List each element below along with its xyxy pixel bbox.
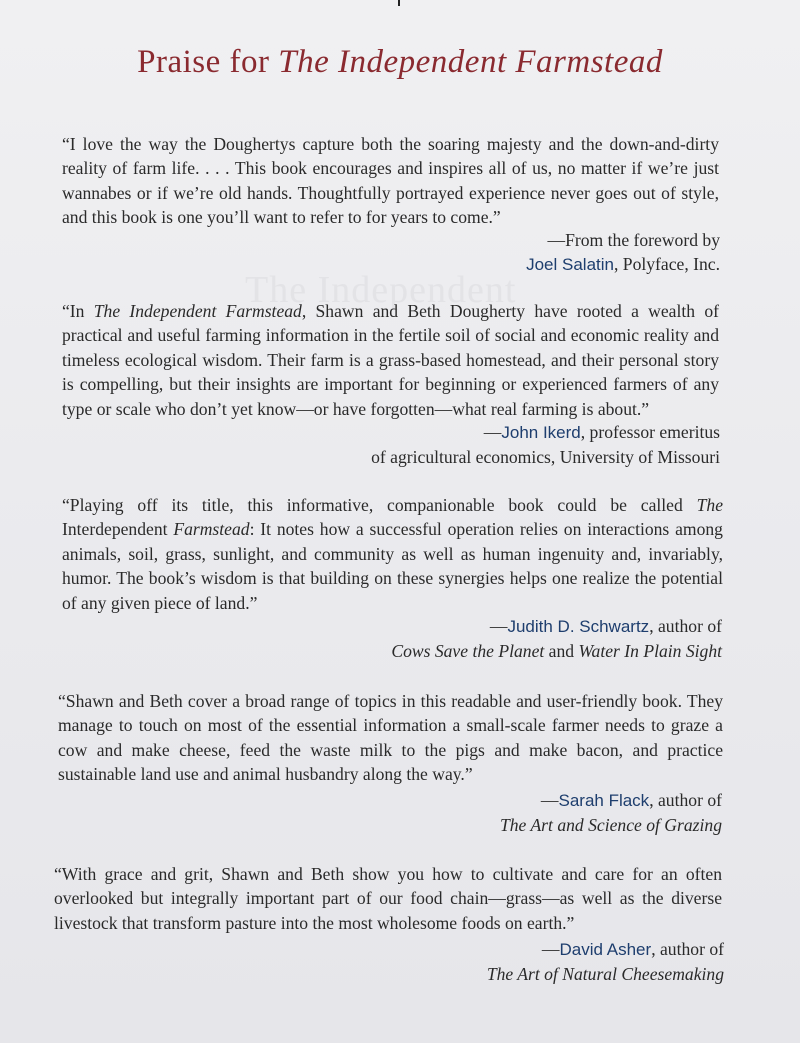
attribution-dash: — [541,939,560,959]
author-affiliation: of agricultural economics, University of Missouri [371,447,720,467]
page-title [0,44,800,81]
quote-book-title: The Independent Farmstead [93,301,302,321]
attribution-dash: — [540,790,559,810]
quote-text: “Shawn and Beth cover a broad range of topics in this readable and user-friendly book. They manage to touch on most of the essential information a small-scale farmer needs to graze a cow and make cheese, feed the waste milk to the pigs and make bacon, and practice sustainable land use and animal husbandry along the way.” [58,691,723,785]
praise-quote-4 [58,689,723,787]
praise-quote-3 [62,493,723,615]
praise-quote-5 [54,862,722,935]
quote-italic-farmstead: Farmstead [173,519,250,540]
quote-mid: Interdependent [62,519,174,540]
attribution-1 [526,228,720,277]
bleed-through-text: The Independent [245,269,517,311]
author-name: Sarah Flack [558,791,650,810]
author-name: Judith D. Schwartz [507,617,650,636]
attribution-dash: — [489,616,508,636]
praise-quote-1 [62,132,719,230]
quote-text: “With grace and grit, Shawn and Beth show you how to cultivate and care for an often overlooked but integrally important part of our food chain—grass—as well as the diverse livestock that transform pasture into the most wholesome foods on earth.” [54,864,722,933]
quote-text: , Shawn and Beth Dougherty have rooted a wealth of practical and useful farming information in the fertile soil of social and economic reality and timeless ecological wisdom. Their farm is a grass-based homestead, and their personal story is compelling, but their insights are important for beginning or experienced farmers of any type or scale who don’t yet know—or have forgotten—what real farming is about.” [62,301,719,419]
attribution-4 [500,788,722,837]
quote-text: “I love the way the Doughertys capture both the soaring majesty and the down-and-dirty reality of farm life. . . . This book encourages and inspires all of us, no matter if we’re just wannabes or if we’re old hands. Thoughtfully portrayed experience never goes out of style, and this book is one you’ll want to refer to for years to come.” [62,134,719,228]
author-name: David Asher [559,940,652,959]
author-book-1: Cows Save the Planet [391,641,545,661]
author-book: The Art of Natural Cheesemaking [486,964,724,984]
attribution-2 [371,420,720,469]
top-edge-mark [398,0,400,6]
author-role: , author of [651,939,724,959]
author-title: , professor emeritus [580,422,720,442]
title-prefix: Praise for [137,44,279,80]
attribution-line: —From the foreword by [547,230,720,250]
author-book-2: Water In Plain Sight [578,641,722,661]
quote-text: : It notes how a successful operation relies on interactions among animals, soil, grass, sunlight, and community as well as human ingenuity and, invariably, humor. The book’s wisdom is that building on these synergies helps one realize the potential of any given piece of land.” [62,519,723,613]
attribution-3 [391,614,722,663]
author-role: , author of [649,790,722,810]
author-affiliation: , Polyface, Inc. [613,254,720,274]
attribution-5 [487,937,724,986]
title-book: The Independent Farmstead [278,44,663,80]
attribution-dash: — [483,422,502,442]
quote-open: “Playing off its title, this informative, companionable book could be called [62,495,697,515]
quote-open: “In [62,301,94,321]
author-role: , author of [649,616,722,636]
author-name: John Ikerd [501,423,581,442]
book-conjunction: and [544,641,579,661]
praise-quote-2 [62,299,719,421]
author-book: The Art and Science of Grazing [499,815,722,835]
quote-italic-the: The [696,495,723,515]
author-name: Joel Salatin [526,255,614,274]
